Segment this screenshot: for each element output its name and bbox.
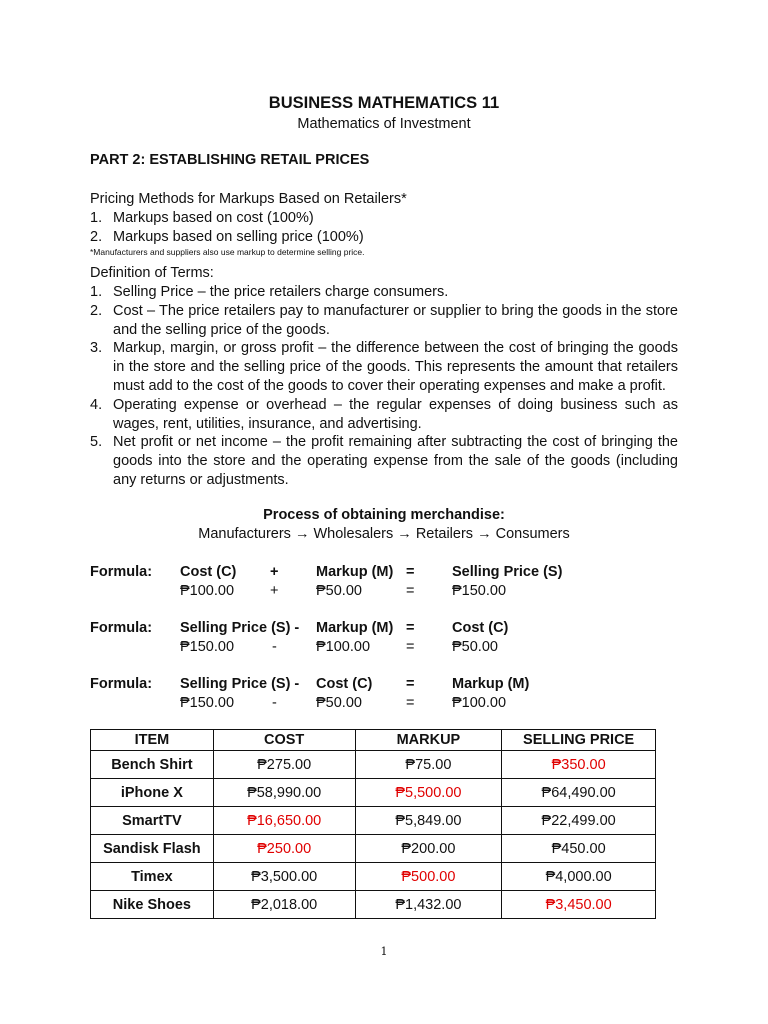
cell-item: SmartTV bbox=[91, 807, 214, 835]
page-number: 1 bbox=[380, 945, 388, 958]
value-a: ₱100.00 bbox=[180, 583, 235, 599]
pricing-heading: Pricing Methods for Markups Based on Retailers* bbox=[90, 191, 407, 207]
formula-equals: = bbox=[406, 620, 415, 636]
cell-selling-price: ₱22,499.00 bbox=[502, 807, 656, 835]
cell-item: Sandisk Flash bbox=[91, 835, 214, 863]
formula-label: Formula: bbox=[90, 620, 153, 636]
cell-selling-price: ₱3,450.00 bbox=[502, 891, 656, 919]
definitions-list bbox=[90, 283, 678, 490]
formula-result: Cost (C) bbox=[452, 620, 509, 636]
cell-markup: ₱75.00 bbox=[355, 751, 502, 779]
formula-term-a: Selling Price (S) - bbox=[180, 620, 300, 636]
value-b: ₱50.00 bbox=[316, 695, 362, 711]
header-selling-price: SELLING PRICE bbox=[502, 730, 656, 751]
cell-cost: ₱58,990.00 bbox=[213, 779, 355, 807]
document-subtitle: Mathematics of Investment bbox=[297, 116, 471, 132]
formula-equals: = bbox=[406, 564, 415, 580]
table-body bbox=[91, 751, 656, 919]
formula-label: Formula: bbox=[90, 676, 153, 692]
value-equals: = bbox=[406, 583, 415, 599]
value-b: ₱50.00 bbox=[316, 583, 362, 599]
cell-selling-price: ₱64,490.00 bbox=[502, 779, 656, 807]
header-markup: MARKUP bbox=[355, 730, 502, 751]
value-a: ₱150.00 bbox=[180, 695, 235, 711]
formula-equals: = bbox=[406, 676, 415, 692]
cell-item: Nike Shoes bbox=[91, 891, 214, 919]
list-item: 1. Selling Price – the price retailers charge consumers. bbox=[90, 284, 449, 300]
formula-term-b: Markup (M) bbox=[316, 564, 394, 580]
value-operator: - bbox=[272, 695, 277, 711]
value-equals: = bbox=[406, 639, 415, 655]
value-operator: - bbox=[272, 639, 277, 655]
cell-markup: ₱5,849.00 bbox=[355, 807, 502, 835]
pricing-table bbox=[90, 729, 656, 919]
value-result: ₱150.00 bbox=[452, 583, 507, 599]
list-item: 4. Operating expense or overhead – the regular expenses of doing business such as wages, rent, utilities, insurance, and advertising. bbox=[90, 396, 678, 432]
value-equals: = bbox=[406, 695, 415, 711]
table-row bbox=[91, 779, 656, 807]
part-heading: PART 2: ESTABLISHING RETAIL PRICES bbox=[90, 152, 370, 168]
formula-result: Markup (M) bbox=[452, 676, 530, 692]
cell-cost: ₱3,500.00 bbox=[213, 863, 355, 891]
header-cost: COST bbox=[213, 730, 355, 751]
formula-term-a: Selling Price (S) - bbox=[180, 676, 300, 692]
table-row bbox=[91, 807, 656, 835]
header-item: ITEM bbox=[91, 730, 214, 751]
list-item: 1. Markups based on cost (100%) bbox=[90, 210, 314, 226]
cell-markup: ₱1,432.00 bbox=[355, 891, 502, 919]
formula-term-b: Cost (C) bbox=[316, 676, 373, 692]
pricing-footnote: *Manufacturers and suppliers also use markup to determine selling price. bbox=[90, 247, 365, 257]
table-row bbox=[91, 891, 656, 919]
formula-result: Selling Price (S) bbox=[452, 564, 563, 580]
cell-cost: ₱275.00 bbox=[213, 751, 355, 779]
cell-cost: ₱16,650.00 bbox=[213, 807, 355, 835]
cell-item: iPhone X bbox=[91, 779, 214, 807]
process-flow: Manufacturers → Wholesalers → Retailers → Consumers bbox=[198, 526, 570, 542]
cell-cost: ₱2,018.00 bbox=[213, 891, 355, 919]
formula-term-a: Cost (C) bbox=[180, 564, 237, 580]
value-result: ₱50.00 bbox=[452, 639, 498, 655]
list-item: 3. Markup, margin, or gross profit – the difference between the cost of bringing the goods in the store and the selling price of the goods. This represents the amount that retailers must add to the cost of the goods to cover their operating expenses and make a profit. bbox=[90, 340, 678, 394]
cell-selling-price: ₱450.00 bbox=[502, 835, 656, 863]
definitions-heading: Definition of Terms: bbox=[90, 265, 214, 281]
formula-operator: + bbox=[270, 564, 279, 580]
formula-label: Formula: bbox=[90, 564, 153, 580]
cell-item: Bench Shirt bbox=[91, 751, 214, 779]
value-result: ₱100.00 bbox=[452, 695, 507, 711]
table-row bbox=[91, 863, 656, 891]
table-header-row bbox=[91, 730, 656, 751]
list-item: 2. Cost – The price retailers pay to manufacturer or supplier to bring the goods in the store and the selling price of the goods. bbox=[90, 302, 678, 338]
value-operator: + bbox=[270, 583, 279, 599]
cell-markup: ₱5,500.00 bbox=[355, 779, 502, 807]
cell-markup: ₱200.00 bbox=[355, 835, 502, 863]
document-title: BUSINESS MATHEMATICS 11 bbox=[268, 94, 500, 112]
table-row bbox=[91, 751, 656, 779]
list-item: 2. Markups based on selling price (100%) bbox=[90, 228, 364, 245]
table-row bbox=[91, 835, 656, 863]
process-title: Process of obtaining merchandise: bbox=[263, 507, 505, 523]
list-item: 5. Net profit or net income – the profit remaining after subtracting the cost of bringing the goods into the store and the operating expense from the sale of the goods (including any returns or adjustments. bbox=[90, 434, 678, 488]
pricing-list bbox=[90, 209, 678, 247]
cell-cost: ₱250.00 bbox=[213, 835, 355, 863]
formula-term-b: Markup (M) bbox=[316, 620, 394, 636]
cell-selling-price: ₱350.00 bbox=[502, 751, 656, 779]
cell-selling-price: ₱4,000.00 bbox=[502, 863, 656, 891]
value-a: ₱150.00 bbox=[180, 639, 235, 655]
cell-item: Timex bbox=[91, 863, 214, 891]
value-b: ₱100.00 bbox=[316, 639, 371, 655]
cell-markup: ₱500.00 bbox=[355, 863, 502, 891]
